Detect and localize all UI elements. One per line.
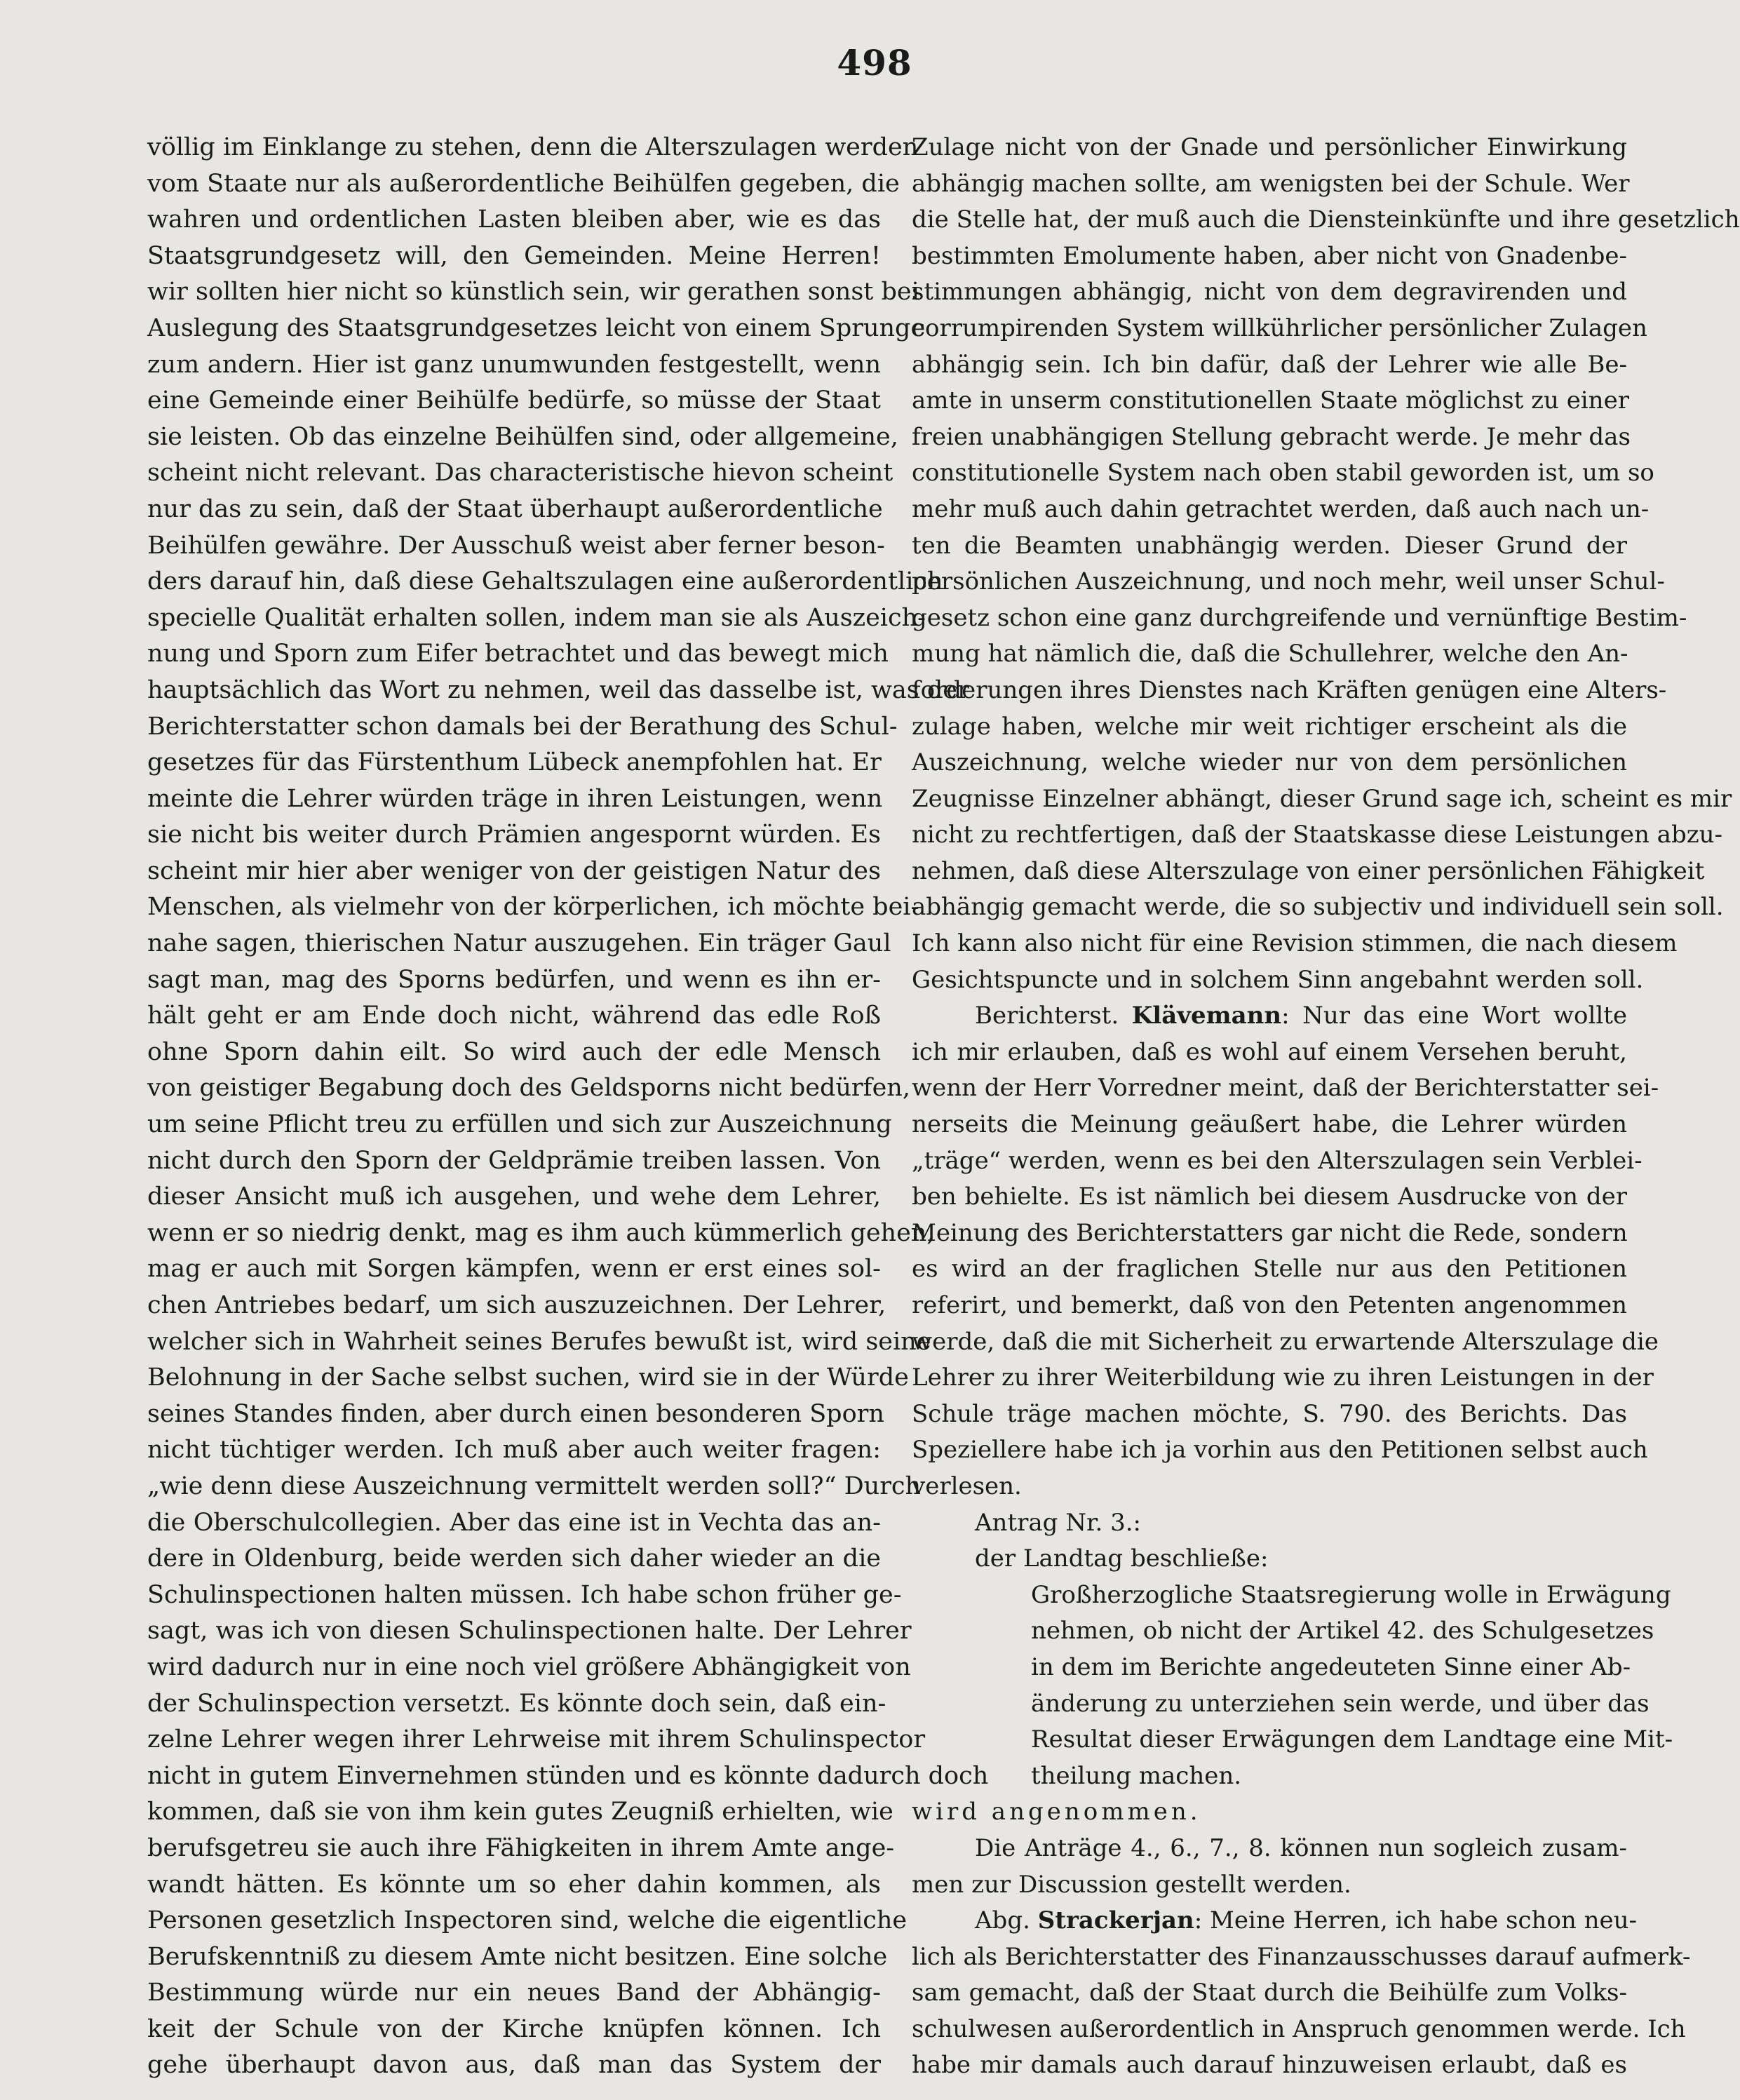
text-line: von geistiger Begabung doch des Geldsporns nicht bedürfen, [147,1074,910,1103]
speech-line: sam gemacht, daß der Staat durch die Beihülfe zum Volks- [912,1979,1627,2007]
text-line: Auslegung des Staatsgrundgesetzes leicht von einem Sprunge [147,314,926,342]
speech-line: wenn der Herr Vorredner meint, daß der Berichterstatter sei- [912,1074,1659,1103]
text-line: nahe sagen, thierischen Natur auszugehen. Ein träger Gaul [147,929,891,958]
text-line: hält geht er am Ende doch nicht, während das edle Roß [147,1002,881,1030]
text-line: „wie denn diese Auszeichnung vermittelt werden soll?“ Durch [147,1472,922,1500]
text-line: amte in unserm constitutionellen Staate möglichst zu einer [912,386,1629,415]
text-line: wird dadurch nur in eine noch viel größere Abhängigkeit von [147,1653,911,1681]
text-line: ohne Sporn dahin eilt. So wird auch der edle Mensch [147,1037,881,1066]
speech-line: nerseits die Meinung geäußert habe, die Lehrer würden [912,1110,1627,1139]
text-line: sie nicht bis weiter durch Prämien angespornt würden. Es [147,821,881,849]
speech-line: Meinung des Berichterstatters gar nicht die Rede, sondern [912,1218,1628,1247]
text-line: Ich kann also nicht für eine Revision stimmen, die nach diesem [912,929,1678,958]
text-line: die Oberschulcollegien. Aber das eine ist in Vechta das an- [147,1508,881,1537]
text-line: sie leisten. Ob das einzelne Beihülfen sind, oder allgemeine, [147,422,898,451]
motion-line: nehmen, ob nicht der Artikel 42. des Schulgesetzes [1031,1617,1654,1645]
text-line: zelne Lehrer wegen ihrer Lehrweise mit ihrem Schulinspector [147,1725,926,1754]
text-line: corrumpirenden System willkührlicher persönlicher Zulagen [912,314,1647,342]
note-line: men zur Discussion gestellt werden. [912,1870,1351,1899]
speech-line: schulwesen außerordentlich in Anspruch genommen werde. Ich [912,2014,1686,2043]
text-line: mag er auch mit Sorgen kämpfen, wenn er erst eines sol- [147,1255,881,1284]
text-line: abhängig sein. Ich bin dafür, daß der Lehrer wie alle Be- [912,350,1627,379]
text-line: wandt hätten. Es könnte um so eher dahin kommen, als [147,1870,881,1899]
text-line: nung und Sporn zum Eifer betrachtet und das bewegt mich [147,640,889,668]
text-line: Berichterstatter schon damals bei der Berathung des Schul- [147,712,898,741]
text-line: welcher sich in Wahrheit seines Berufes bewußt ist, wird seine [147,1327,931,1356]
motion-line: änderung zu unterziehen sein werde, und über das [1031,1689,1650,1718]
text-line: nicht durch den Sporn der Geldprämie treiben lassen. Von [147,1146,881,1175]
speech-line: lich als Berichterstatter des Finanzausschusses darauf aufmerk- [912,1942,1691,1971]
motion-title: Antrag Nr. 3.: [975,1508,1141,1537]
text-line: specielle Qualität erhalten sollen, indem man sie als Auszeich- [147,603,926,632]
text-line: freien unabhängigen Stellung gebracht werde. Je mehr das [912,422,1631,451]
text-line: seines Standes finden, aber durch einen besonderen Sporn [147,1399,884,1428]
text-line: vom Staate nur als außerordentliche Beihülfen gegeben, die [147,169,900,198]
speech-line: referirt, und bemerkt, daß von den Petenten angenommen [912,1291,1627,1319]
text-line: meinte die Lehrer würden träge in ihren Leistungen, wenn [147,784,883,813]
text-line: Personen gesetzlich Inspectoren sind, welche die eigentliche [147,1906,908,1935]
motion-line: Großherzogliche Staatsregierung wolle in Erwägung [1031,1580,1671,1609]
text-line: keit der Schule von der Kirche knüpfen können. Ich [147,2014,881,2043]
text-line: forderungen ihres Dienstes nach Kräften genügen eine Alters- [912,675,1667,704]
text-line: Belohnung in der Sache selbst suchen, wird sie in der Würde [147,1364,909,1392]
speech-line: ich mir erlauben, daß es wohl auf einem Versehen beruht, [912,1037,1627,1066]
text-line: abhängig gemacht werde, die so subjectiv und individuell sein soll. [912,893,1724,922]
text-line: ders darauf hin, daß diese Gehaltszulagen eine außerordentlich [147,567,943,596]
text-line: wahren und ordentlichen Lasten bleiben aber, wie es das [147,206,881,234]
text-line: ten die Beamten unabhängig werden. Dieser Grund der [912,531,1627,560]
text-line: hauptsächlich das Wort zu nehmen, weil das dasselbe ist, was der [147,675,969,704]
motion-intro: der Landtag beschließe: [975,1544,1269,1573]
text-line: berufsgetreu sie auch ihre Fähigkeiten in ihrem Amte ange- [147,1833,895,1862]
text-line: Berufskenntniß zu diesem Amte nicht besitzen. Eine solche [147,1942,888,1971]
speaker-name: Klävemann [1131,1002,1282,1030]
text-line: nicht tüchtiger werden. Ich muß aber auch weiter fragen: [147,1436,881,1465]
text-line: zum andern. Hier ist ganz unumwunden festgestellt, wenn [147,350,881,379]
text-line: Zulage nicht von der Gnade und persönlicher Einwirkung [912,133,1627,161]
right-column [912,130,1740,2084]
speaker-name: Strackerjan [1037,1906,1194,1935]
text-line: constitutionelle System nach oben stabil geworden ist, um so [912,459,1654,487]
text-line: Beihülfen gewähre. Der Ausschuß weist aber ferner beson- [147,531,885,560]
text-line: wir sollten hier nicht so künstlich sein, wir gerathen sonst bei [147,278,919,307]
speech-klaevemann-opening: Berichterst. Klävemann: Nur das eine Wort wollte [975,1002,1627,1030]
text-line: Zeugnisse Einzelner abhängt, dieser Grund sage ich, scheint es mir [912,784,1732,813]
text-line: scheint nicht relevant. Das characteristische hievon scheint [147,459,893,487]
speech-line: Schule träge machen möchte, S. 790. des Berichts. Das [912,1399,1627,1428]
text-line: gesetzes für das Fürstenthum Lübeck anempfohlen hat. Er [147,748,882,777]
text-line: gehe überhaupt davon aus, daß man das System der [147,2051,881,2080]
speech-line: verlesen. [912,1472,1022,1500]
text-line: zulage haben, welche mir weit richtiger erscheint als die [912,712,1627,741]
text-line: der Schulinspection versetzt. Es könnte doch sein, daß ein- [147,1689,886,1718]
text-line: kommen, daß sie von ihm kein gutes Zeugniß erhielten, wie [147,1798,893,1826]
text-line: um seine Pflicht treu zu erfüllen und sich zur Auszeichnung [147,1110,892,1139]
text-line: wenn er so niedrig denkt, mag es ihm auch kümmerlich gehen, [147,1218,935,1247]
text-line: mehr muß auch dahin getrachtet werden, daß auch nach un- [912,494,1650,523]
text-line: nicht in gutem Einvernehmen stünden und es könnte dadurch doch [147,1761,989,1790]
text-line: Bestimmung würde nur ein neues Band der Abhängig- [147,1979,881,2007]
text-line: bestimmten Emolumente haben, aber nicht von Gnadenbe- [912,241,1627,270]
text-line: Gesichtspuncte und in solchem Sinn angebahnt werden soll. [912,965,1644,994]
text-line: nicht zu rechtfertigen, daß der Staatskasse diese Leistungen abzu- [912,821,1723,849]
text-line: stimmungen abhängig, nicht von dem degravirenden und [912,278,1627,307]
text-line: eine Gemeinde einer Beihülfe bedürfe, so müsse der Staat [147,386,881,415]
note-line: Die Anträge 4., 6., 7., 8. können nun sogleich zusam- [975,1833,1627,1862]
speech-line: ben behielte. Es ist nämlich bei diesem Ausdrucke von der [912,1183,1627,1211]
text-line: Menschen, als vielmehr von der körperlichen, ich möchte bei- [147,893,919,922]
page-number: 498 [837,42,912,83]
text-line: abhängig machen sollte, am wenigsten bei der Schule. Wer [912,169,1630,198]
motion-line: Resultat dieser Erwägungen dem Landtage eine Mit- [1031,1725,1673,1754]
text-line: völlig im Einklange zu stehen, denn die Alterszulagen werden [147,133,919,161]
motion-line: in dem im Berichte angedeuteten Sinne einer Ab- [1031,1653,1631,1681]
motion-result: wird angenommen. [912,1798,1201,1826]
text-line: sagt man, mag des Sporns bedürfen, und wenn es ihn er- [147,965,881,994]
text-line: persönlichen Auszeichnung, und noch mehr, weil unser Schul- [912,567,1665,596]
text-line: gesetz schon eine ganz durchgreifende und vernünftige Bestim- [912,603,1687,632]
speech-line: habe mir damals auch darauf hinzuweisen erlaubt, daß es [912,2051,1627,2080]
speech-line: „träge“ werden, wenn es bei den Alterszulagen sein Verblei- [912,1146,1643,1175]
text-line: die Stelle hat, der muß auch die Diensteinkünfte und ihre gesetzlich [912,206,1740,234]
text-line: Schulinspectionen halten müssen. Ich habe schon früher ge- [147,1580,902,1609]
text-line: nur das zu sein, daß der Staat überhaupt außerordentliche [147,494,883,523]
text-line: Auszeichnung, welche wieder nur von dem persönlichen [912,748,1627,777]
text-line: mung hat nämlich die, daß die Schullehrer, welche den An- [912,640,1628,668]
text-line: sagt, was ich von diesen Schulinspectionen halte. Der Lehrer [147,1617,912,1645]
speech-line: es wird an der fraglichen Stelle nur aus den Petitionen [912,1255,1627,1284]
text-line: dere in Oldenburg, beide werden sich daher wieder an die [147,1544,881,1573]
text-line: scheint mir hier aber weniger von der geistigen Natur des [147,856,881,885]
speech-line: Speziellere habe ich ja vorhin aus den Petitionen selbst auch [912,1436,1648,1465]
speech-strackerjan-opening: Abg. Strackerjan: Meine Herren, ich habe schon neu- [975,1906,1638,1935]
motion-line: theilung machen. [1031,1761,1242,1790]
text-line: dieser Ansicht muß ich ausgehen, und wehe dem Lehrer, [147,1183,881,1211]
speech-line: Lehrer zu ihrer Weiterbildung wie zu ihren Leistungen in der [912,1364,1654,1392]
speech-line: werde, daß die mit Sicherheit zu erwartende Alterszulage die [912,1327,1659,1356]
text-line: nehmen, daß diese Alterszulage von einer persönlichen Fähigkeit [912,856,1705,885]
text-line: Staatsgrundgesetz will, den Gemeinden. Meine Herren! [147,241,881,270]
text-line: chen Antriebes bedarf, um sich auszuzeichnen. Der Lehrer, [147,1291,886,1319]
